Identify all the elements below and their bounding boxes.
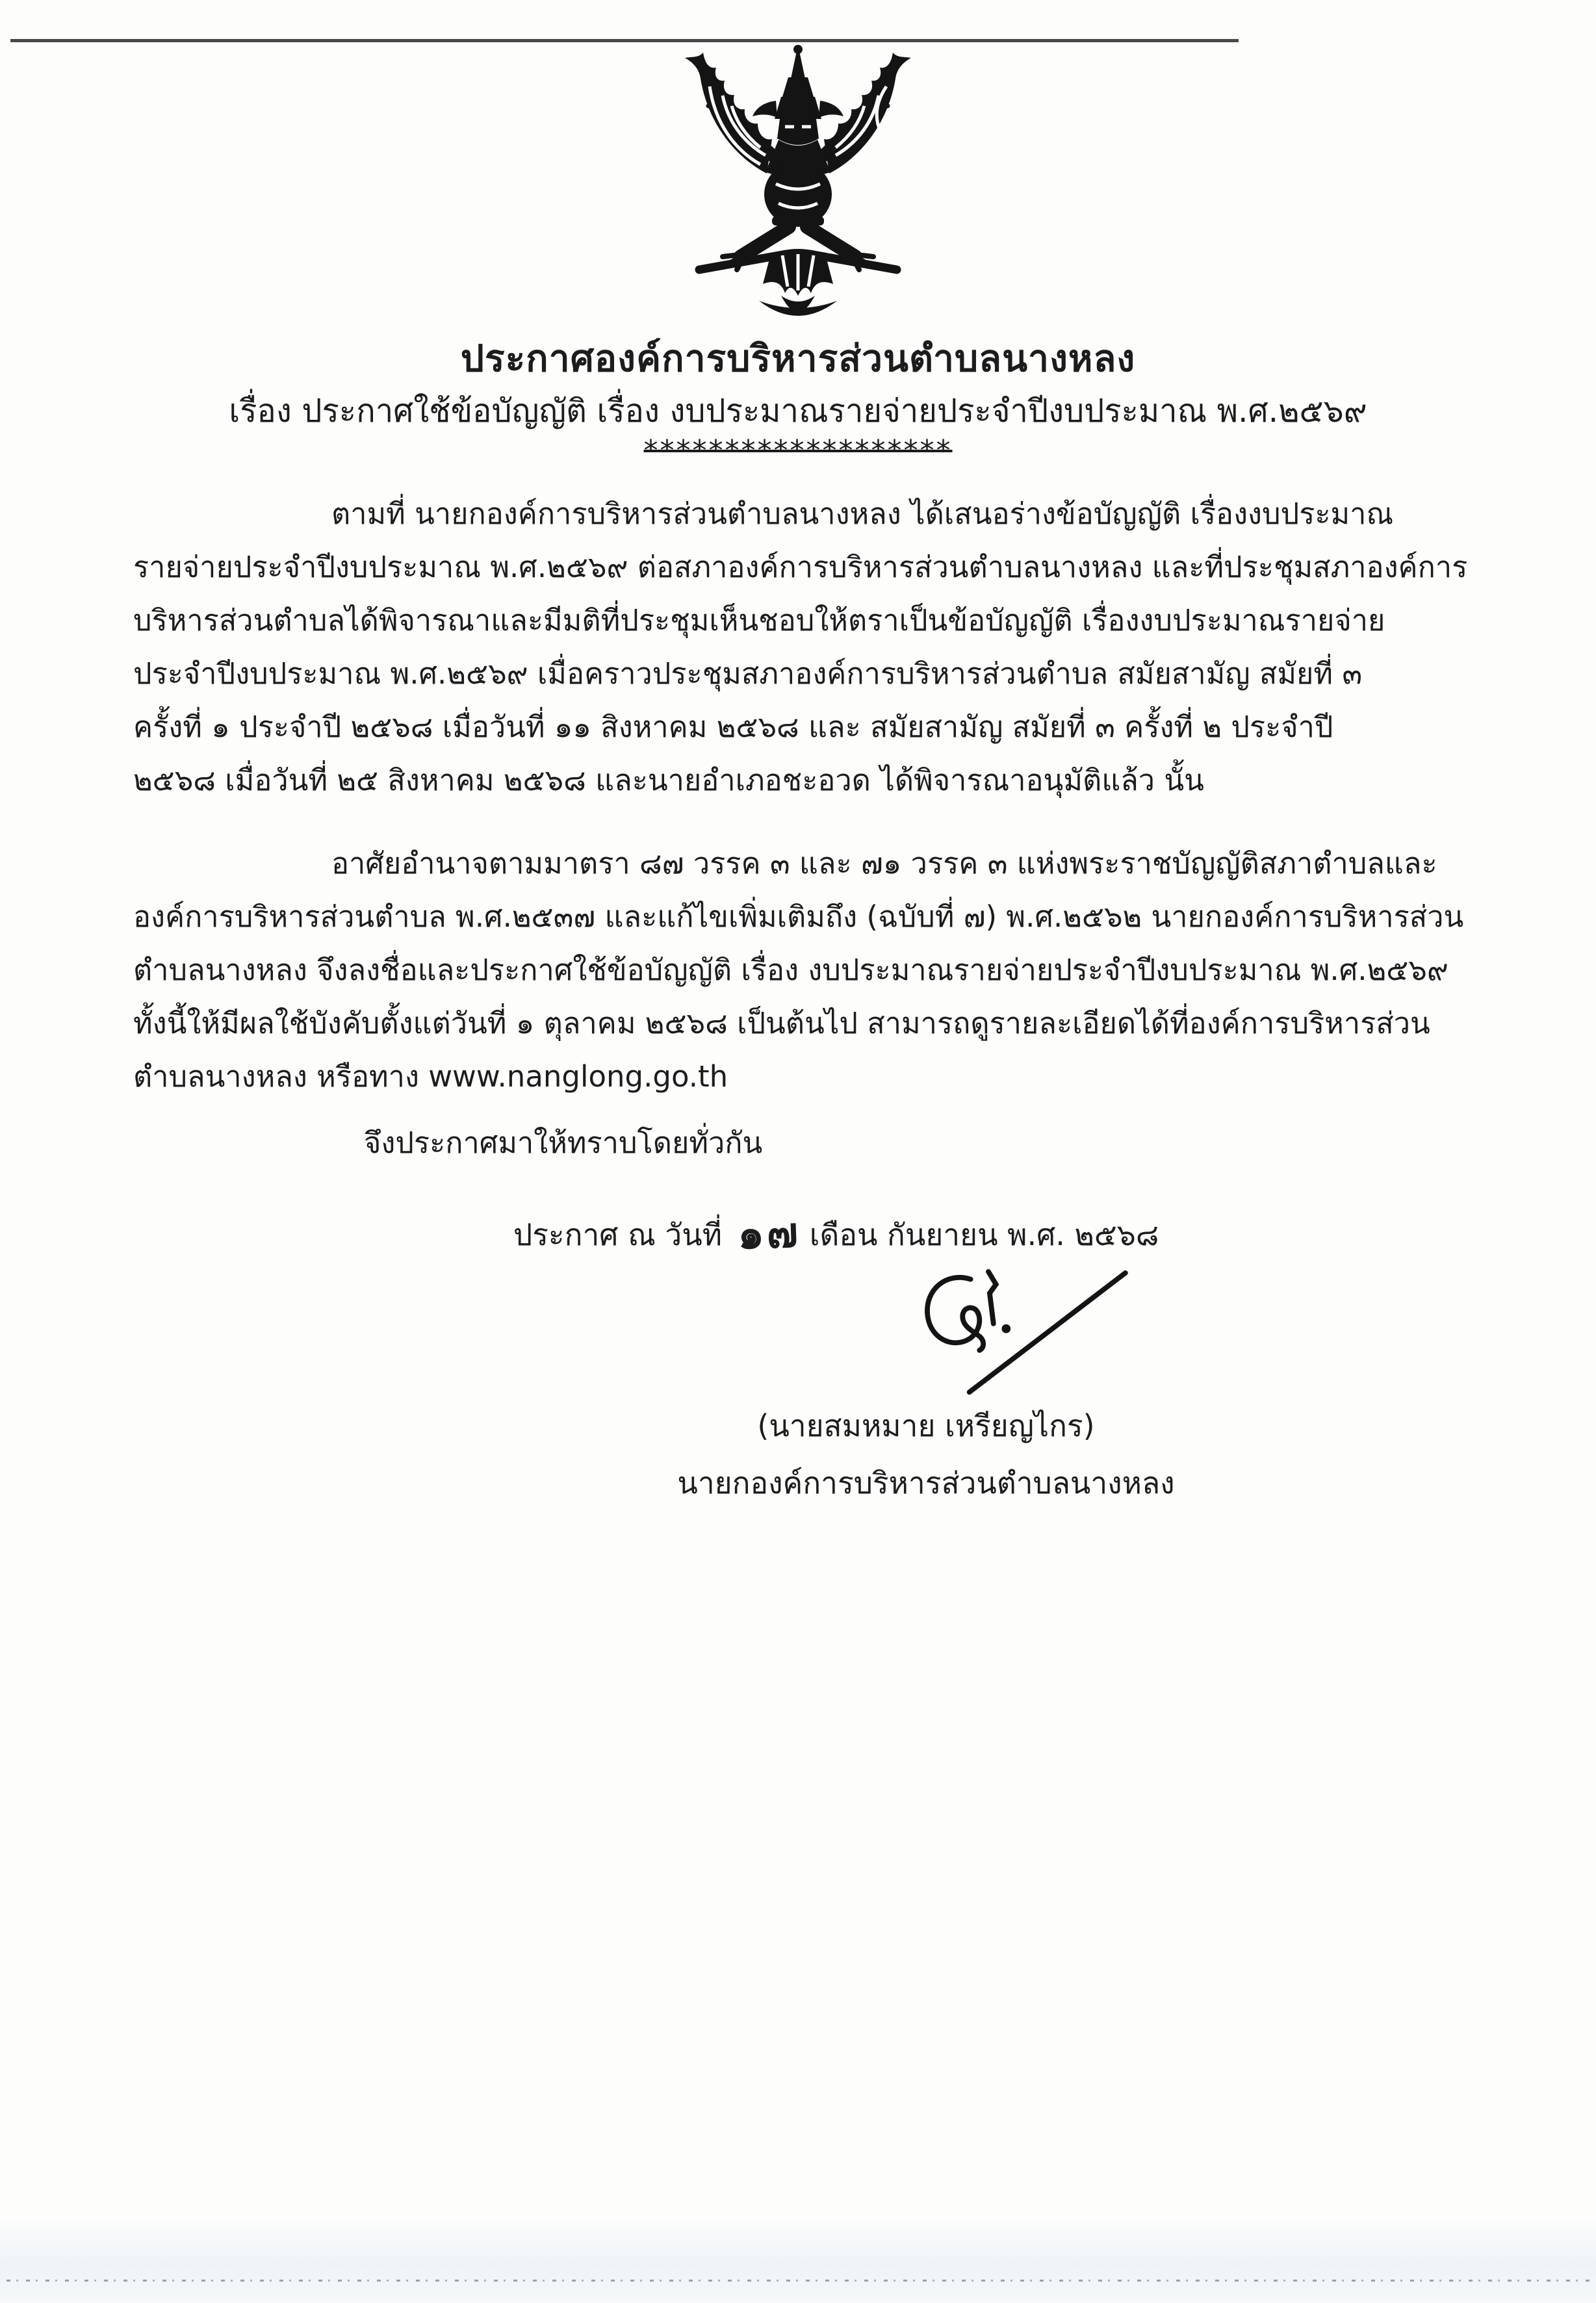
paragraph-line: ตำบลนางหลง จึงลงชื่อและประกาศใช้ข้อบัญญัติ เรื่อง งบประมาณรายจ่ายประจำปีงบประมาณ พ.ศ.๒๕๖๙ <box>133 953 1448 987</box>
scan-artifact-top-line <box>10 39 1239 42</box>
paragraph-line-with-website: ตำบลนางหลง หรือทาง www.nanglong.go.th <box>133 1059 728 1094</box>
proclamation-date-line <box>513 1202 1596 1264</box>
date-prefix: ประกาศ ณ วันที่ <box>513 1217 723 1252</box>
date-suffix: เดือน กันยายน พ.ศ. ๒๕๖๘ <box>809 1217 1159 1252</box>
paragraph-line: บริหารส่วนตำบลได้พิจารณาและมีมติที่ประชุมเห็นชอบให้ตราเป็นข้อบัญญัติ เรื่องงบประมาณรายจ่าย <box>133 603 1385 637</box>
signatory-position: นายกองค์การบริหารส่วนตำบลนางหลง <box>677 1465 1175 1500</box>
signature-block <box>634 1268 1218 1502</box>
document-page <box>0 39 1596 2303</box>
paragraph-line: ๒๕๖๘ เมื่อวันที่ ๒๕ สิงหาคม ๒๕๖๘ และนายอำเภอชะอวด ได้พิจารณาอนุมัติแล้ว นั้น <box>133 763 1204 797</box>
closing-statement: จึงประกาศมาให้ทราบโดยทั่วกัน <box>364 1126 763 1160</box>
paragraph-1 <box>133 487 1472 807</box>
signature-mark-icon <box>835 1268 1140 1401</box>
paragraph-line: อาศัยอำนาจตามมาตรา ๘๗ วรรค ๓ และ ๗๑ วรรค ๓ แห่งพระราชบัญญัติสภาตำบลและ <box>331 846 1437 881</box>
paragraph-line: ประจำปีงบประมาณ พ.ศ.๒๕๖๙ เมื่อคราวประชุมสภาองค์การบริหารส่วนตำบล สมัยสามัญ สมัยที่ ๓ <box>133 656 1363 691</box>
document-title: ประกาศองค์การบริหารส่วนตำบลนางหลง <box>460 337 1136 380</box>
paragraph-line: องค์การบริหารส่วนตำบล พ.ศ.๒๕๓๗ และแก้ไขเพิ่มเติมถึง (ฉบับที่ ๗) พ.ศ.๒๕๖๒ นายกองค์การบริหารส่วน <box>133 899 1464 934</box>
paragraph-line: ตามที่ นายกองค์การบริหารส่วนตำบลนางหลง ได้เสนอร่างข้อบัญญัติ เรื่องงบประมาณ <box>331 496 1394 531</box>
garuda-emblem-icon <box>662 39 934 326</box>
document-subject: เรื่อง ประกาศใช้ข้อบัญญัติ เรื่อง งบประมาณรายจ่ายประจำปีงบประมาณ พ.ศ.๒๕๖๙ <box>229 392 1367 430</box>
paragraph-line: รายจ่ายประจำปีงบประมาณ พ.ศ.๒๕๖๙ ต่อสภาองค์การบริหารส่วนตำบลนางหลง และที่ประชุมสภาองค์การ <box>133 550 1468 584</box>
paragraph-line: ครั้งที่ ๑ ประจำปี ๒๕๖๘ เมื่อวันที่ ๑๑ สิงหาคม ๒๕๖๘ และ สมัยสามัญ สมัยที่ ๓ ครั้งที่ ๒ ประจำปี <box>133 710 1333 744</box>
paragraph-line: ทั้งนี้ให้มีผลใช้บังคับตั้งแต่วันที่ ๑ ตุลาคม ๒๕๖๘ เป็นต้นไป สามารถดูรายละเอียดได้ที่องค์การบริหารส่วน <box>133 1006 1430 1040</box>
asterisk-divider: ******************* <box>643 434 953 467</box>
signatory-name: (นายสมหมาย เหรียญไกร) <box>757 1408 1095 1443</box>
scan-artifact-bottom-line <box>6 2280 1590 2282</box>
paragraph-2 <box>133 837 1472 1103</box>
handwritten-day-number: ๑๗ <box>736 1209 802 1259</box>
scan-shading-band <box>0 2219 1596 2303</box>
